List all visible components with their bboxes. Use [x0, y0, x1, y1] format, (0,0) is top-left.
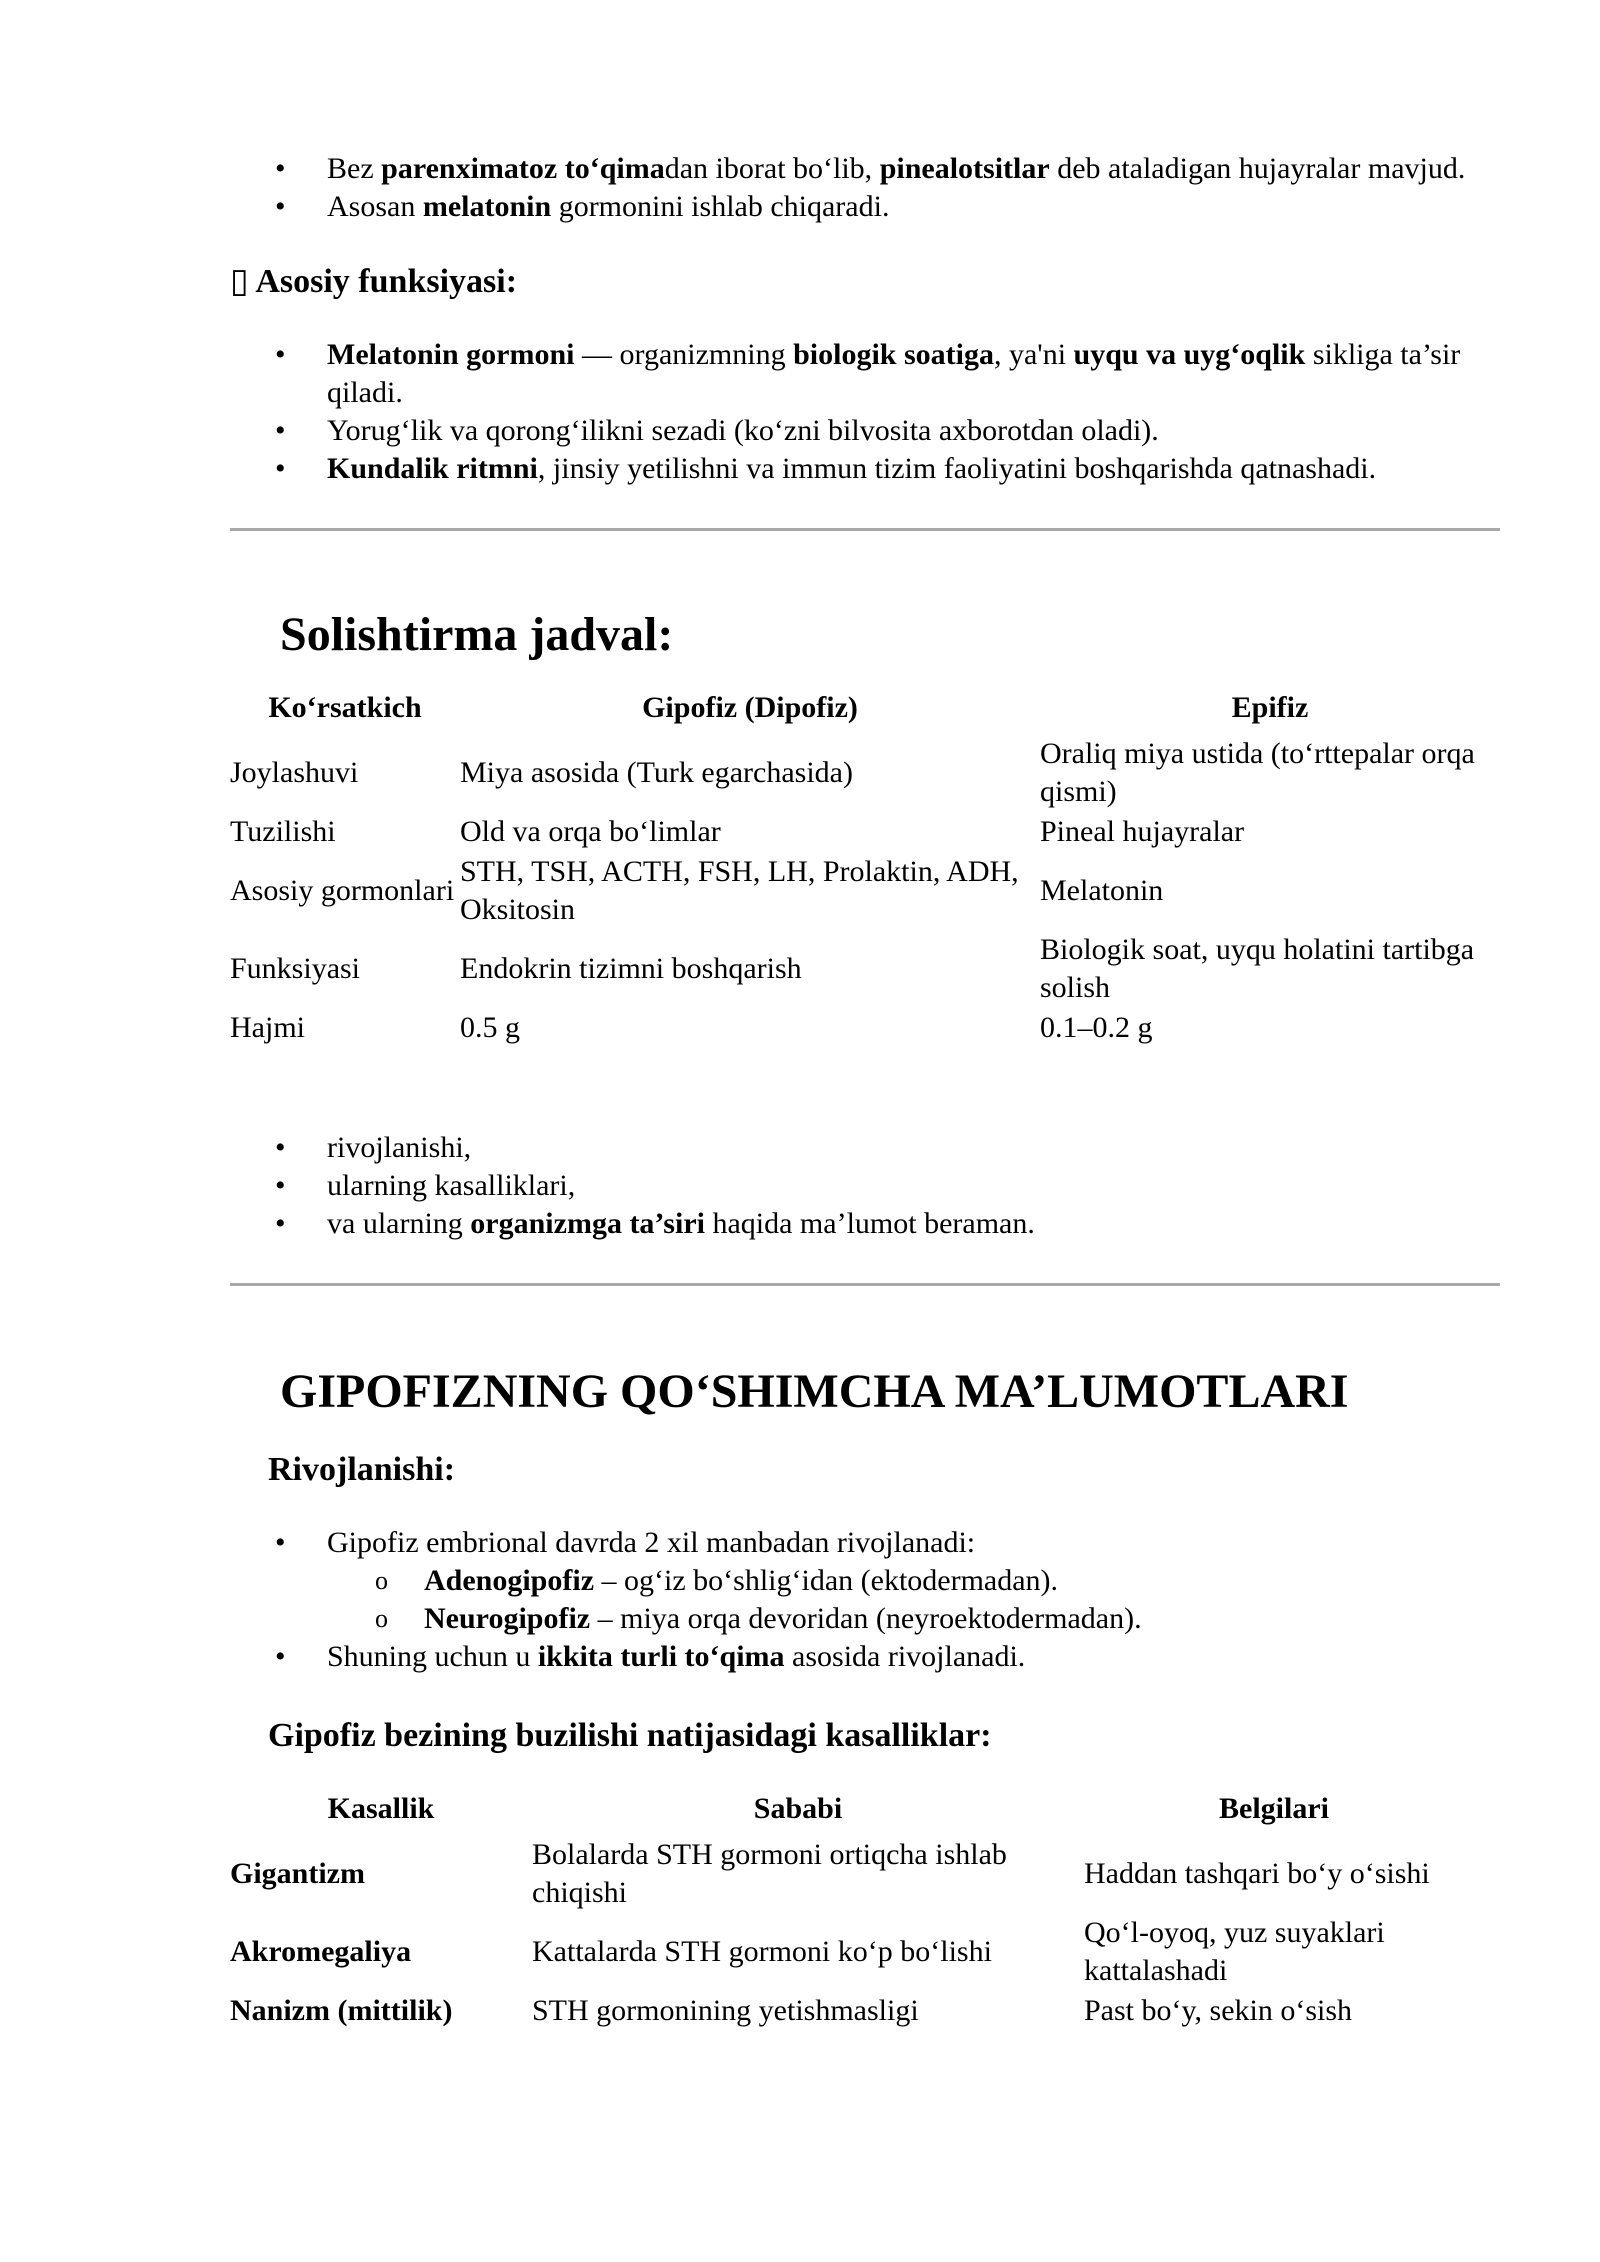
intro-list: [230, 150, 1500, 226]
list-item: • Melatonin gormoni — organizmning biologik soatiga, ya'ni uyqu va uyg‘oqlik sikliga ta’sir qiladi.: [230, 336, 1500, 412]
table-cell: Nanizm (mittilik): [230, 1994, 453, 2027]
table-cell: Miya asosida (Turk egarchasida): [460, 756, 853, 789]
missing-glyph-icon: ▯: [230, 263, 249, 300]
table-cell: Akromegaliya: [230, 1935, 412, 1968]
document-content: [230, 150, 1500, 2032]
horizontal-rule: [230, 1283, 1500, 1286]
list-item: • Shuning uchun u ikkita turli to‘qima asosida rivojlanadi.: [230, 1638, 1500, 1676]
table-cell: 0.1–0.2 g: [1040, 1011, 1153, 1044]
table-cell: Joylashuvi: [230, 756, 359, 789]
table-cell: 0.5 g: [460, 1011, 520, 1044]
horizontal-rule: [230, 528, 1500, 531]
comparison-title: Solishtirma jadval:: [280, 608, 674, 661]
table-cell: Melatonin: [1040, 874, 1164, 907]
list-item: • Asosan melatonin gormonini ishlab chiqaradi.: [230, 188, 1500, 226]
table-cell: Tuzilishi: [230, 815, 336, 848]
table-row: [230, 931, 1500, 1009]
table-cell: Oraliq miya ustida (to‘rttepalar orqa qismi): [1040, 737, 1475, 808]
development-heading: Rivojlanishi:: [268, 1451, 456, 1488]
table-cell: Past bo‘y, sekin o‘sish: [1084, 1994, 1353, 2027]
table-cell: Kattalarda STH gormoni ko‘p bo‘lishi: [532, 1935, 992, 1968]
column-header: Gipofiz (Dipofiz): [642, 691, 858, 724]
table-header-row: [230, 689, 1500, 735]
table-cell: Bolalarda STH gormoni ortiqcha ishlab chiqishi: [532, 1838, 1007, 1909]
table-cell: Haddan tashqari bo‘y o‘sishi: [1084, 1857, 1430, 1890]
development-sublist: [327, 1562, 1500, 1638]
list-item: • Yorug‘lik va qorong‘ilikni sezadi (ko‘zni bilvosita axborotdan oladi).: [230, 412, 1500, 450]
list-item: • Bez parenximatoz to‘qimadan iborat bo‘lib, pinealotsitlar deb ataladigan hujayralar mavjud.: [230, 150, 1500, 188]
table-row: [230, 735, 1500, 813]
list-item: • va ularning organizmga ta’siri haqida ma’lumot beraman.: [230, 1205, 1500, 1243]
column-header: Kasallik: [327, 1792, 435, 1825]
table-header-row: [230, 1790, 1484, 1836]
column-header: Belgilari: [1219, 1792, 1329, 1825]
list-item: • Gipofiz embrional davrda 2 xil manbadan rivojlanadi: o Adenogipofiz – og‘iz bo‘shlig‘idan (ektodermadan). o Neurogipofiz – miya orqa devoridan (neyroektodermadan).: [230, 1524, 1500, 1638]
extra-info-title: GIPOFIZNING QO‘SHIMCHA MA’LUMOTLARI: [280, 1365, 1349, 1418]
table-row: [230, 1914, 1484, 1992]
column-header: Ko‘rsatkich: [268, 691, 422, 724]
table-cell: Hajmi: [230, 1011, 305, 1044]
diseases-table: [230, 1790, 1484, 2032]
table-cell: Old va orqa bo‘limlar: [460, 815, 721, 848]
table-row: [230, 1992, 1484, 2032]
list-item: o Adenogipofiz – og‘iz bo‘shlig‘idan (ektodermadan).: [327, 1562, 1500, 1600]
diseases-heading: Gipofiz bezining buzilishi natijasidagi kasalliklar:: [268, 1717, 992, 1754]
table-cell: Endokrin tizimni boshqarish: [460, 952, 802, 985]
comparison-table: [230, 689, 1500, 1049]
function-heading: ▯ Asosiy funksiyasi:: [230, 263, 518, 300]
table-cell: Biologik soat, uyqu holatini tartibga solish: [1040, 933, 1475, 1004]
table-cell: STH gormonining yetishmasligi: [532, 1994, 919, 2027]
list-item: o Neurogipofiz – miya orqa devoridan (neyroektodermadan).: [327, 1600, 1500, 1638]
table-row: [230, 1009, 1500, 1049]
table-cell: Asosiy gormonlari: [230, 874, 455, 907]
table-row: [230, 853, 1500, 931]
table-row: [230, 1836, 1484, 1914]
table-cell: Qo‘l-oyoq, yuz suyaklari kattalashadi: [1084, 1916, 1385, 1987]
function-list: [230, 336, 1500, 488]
table-row: [230, 813, 1500, 853]
development-list: [230, 1524, 1500, 1676]
table-cell: Pineal hujayralar: [1040, 815, 1245, 848]
table-cell: Funksiyasi: [230, 952, 361, 985]
list-item: • rivojlanishi,: [230, 1129, 1500, 1167]
list-item: • Kundalik ritmni, jinsiy yetilishni va immun tizim faoliyatini boshqarishda qatnashadi.: [230, 450, 1500, 488]
column-header: Sababi: [753, 1792, 843, 1825]
table-cell: STH, TSH, ACTH, FSH, LH, Prolaktin, ADH, Oksitosin: [460, 855, 1019, 926]
table-cell: Gigantizm: [230, 1857, 365, 1890]
column-header: Epifiz: [1231, 691, 1309, 724]
list-item: • ularning kasalliklari,: [230, 1167, 1500, 1205]
summary-list: [230, 1129, 1500, 1243]
